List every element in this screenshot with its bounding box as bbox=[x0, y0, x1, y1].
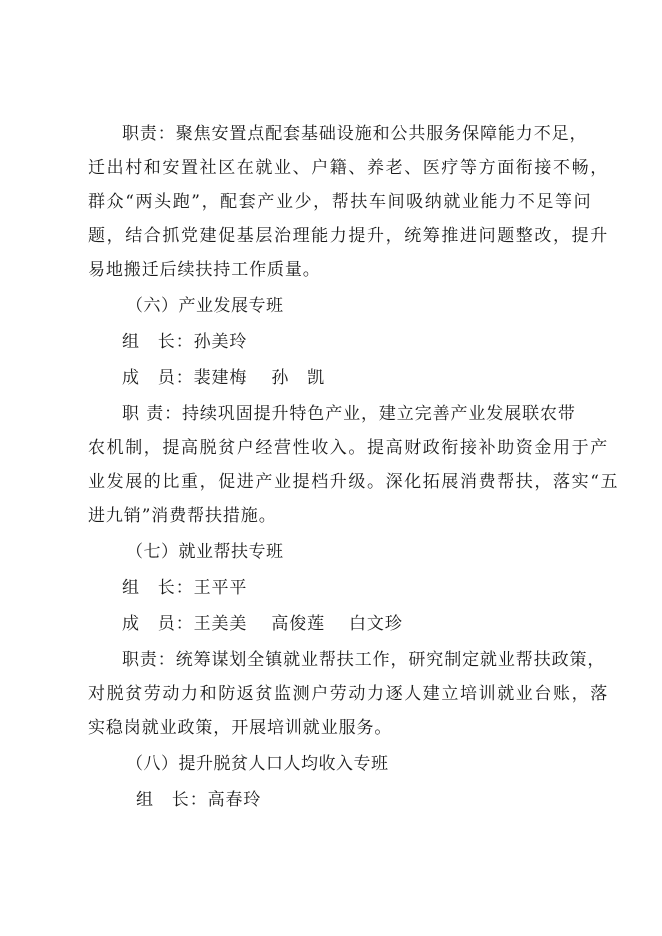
section-eight-leader bbox=[136, 788, 261, 812]
section-seven-duty-line-1: 职责：统筹谋划全镇就业帮扶工作，研究制定就业帮扶政策， bbox=[122, 650, 606, 670]
section-seven-duty-line-3: 实稳岗就业政策，开展培训就业服务。 bbox=[88, 718, 393, 738]
section-seven-members bbox=[122, 612, 403, 636]
section-seven-heading: （七）就业帮扶专班 bbox=[126, 542, 284, 562]
section-six-duty-line-1: 职 责：持续巩固提升特色产业，建立完善产业发展联农带 bbox=[122, 404, 576, 424]
section-six-members bbox=[122, 366, 325, 390]
member-name: 王美美 bbox=[193, 614, 248, 634]
leader-name: 高春玲 bbox=[207, 790, 262, 810]
member-name: 孙 凯 bbox=[271, 368, 326, 388]
leader-name: 孙美玲 bbox=[193, 332, 248, 352]
member-name: 裴建梅 bbox=[193, 368, 248, 388]
duties-intro-line-1: 职责：聚焦安置点配套基础设施和公共服务保障能力不足， bbox=[122, 124, 588, 144]
section-seven-duty-line-2: 对脱贫劳动力和防返贫监测户劳动力逐人建立培训就业台账，落 bbox=[88, 684, 609, 704]
section-eight-heading: （八）提升脱贫人口人均收入专班 bbox=[126, 754, 389, 774]
section-six-leader bbox=[122, 330, 247, 354]
member-name: 白文珍 bbox=[349, 614, 403, 634]
duties-intro-line-2: 迁出村和安置社区在就业、户籍、养老、医疗等方面衔接不畅， bbox=[88, 158, 609, 178]
member-name: 高俊莲 bbox=[271, 614, 326, 634]
section-six-duty-line-2: 农机制，提高脱贫户经营性收入。提高财政衔接补助资金用于产 bbox=[88, 438, 609, 458]
duties-intro-line-5: 易地搬迁后续扶持工作质量。 bbox=[88, 260, 321, 280]
duties-intro-line-3: 群众“两头跑”，配套产业少，帮扶车间吸纳就业能力不足等问 bbox=[88, 192, 593, 212]
leader-name: 王平平 bbox=[193, 578, 248, 598]
members-label: 成 员： bbox=[122, 614, 194, 634]
members-label: 成 员： bbox=[122, 368, 194, 388]
duties-intro-line-4: 题，结合抓党建促基层治理能力提升，统筹推进问题整改，提升 bbox=[88, 226, 609, 246]
section-six-duty-line-3: 业发展的比重，促进产业提档升级。深化拓展消费帮扶，落实“五 bbox=[88, 472, 620, 492]
leader-label: 组 长： bbox=[122, 332, 194, 352]
section-seven-leader bbox=[122, 576, 247, 600]
section-six-heading: （六）产业发展专班 bbox=[126, 296, 284, 316]
section-six-duty-line-4: 进九销”消费帮扶措施。 bbox=[88, 506, 277, 526]
leader-label: 组 长： bbox=[136, 790, 208, 810]
leader-label: 组 长： bbox=[122, 578, 194, 598]
